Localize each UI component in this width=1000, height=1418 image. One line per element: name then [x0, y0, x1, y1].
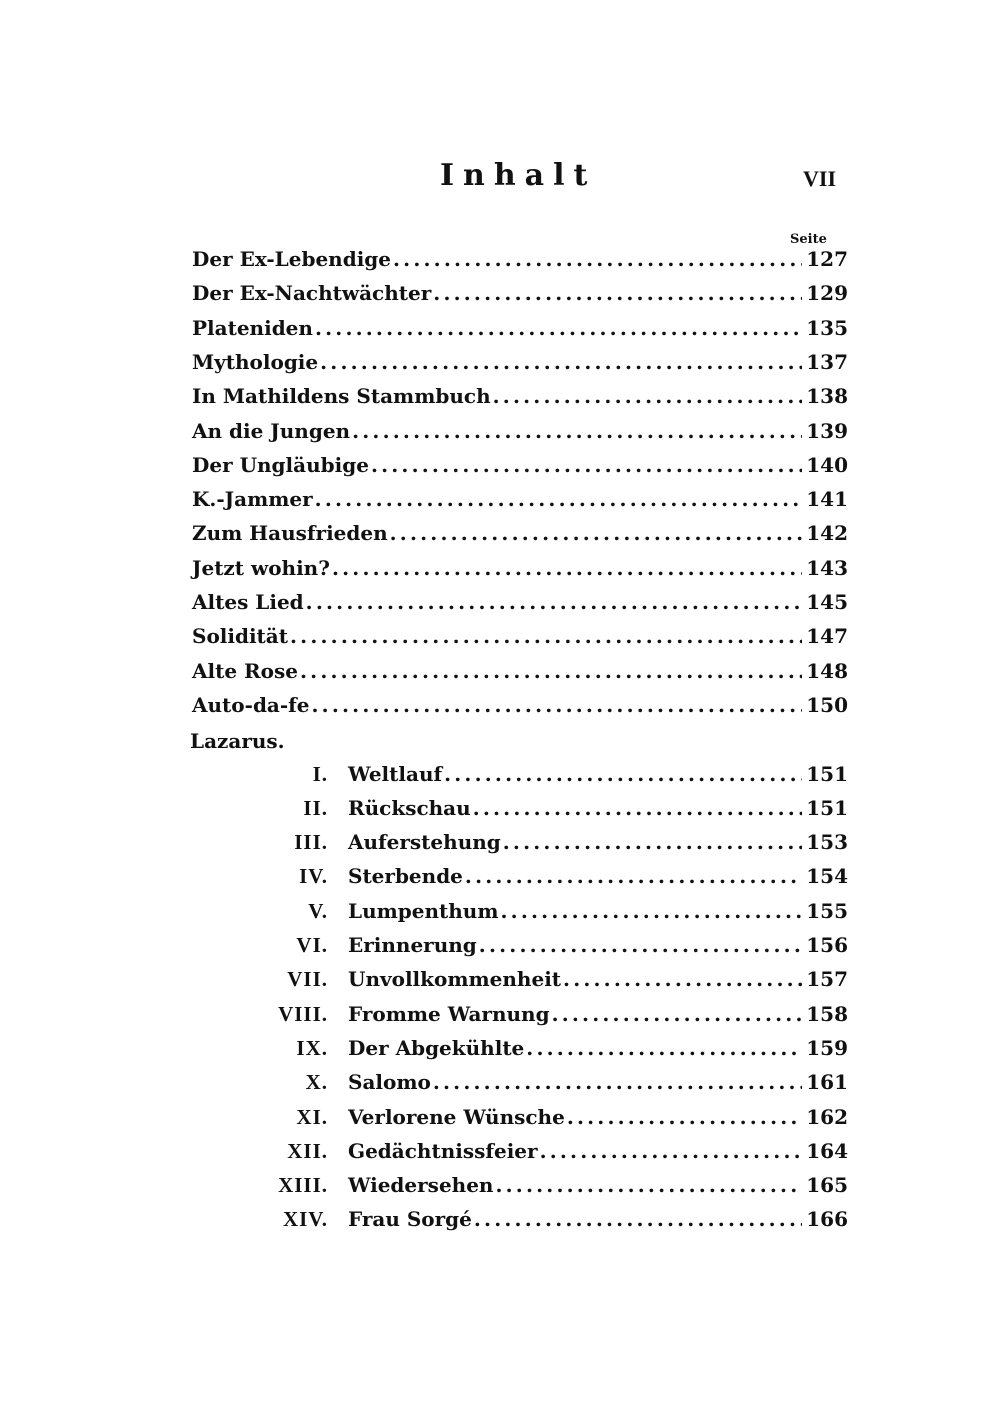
section-item-numeral: IV. [299, 864, 328, 889]
dot-leader [526, 1033, 802, 1063]
entry-title: Auto-da-fe [192, 692, 310, 717]
dot-leader [479, 930, 802, 960]
dot-leader [473, 793, 803, 823]
dot-leader [465, 861, 802, 891]
toc-entry [192, 621, 848, 651]
section-item [348, 999, 848, 1029]
entry-title: Alte Rose [192, 658, 298, 683]
page-column-label: Seite [790, 232, 827, 247]
section-item-numeral: XII. [287, 1138, 328, 1163]
dot-leader [503, 827, 802, 857]
dot-leader [563, 964, 802, 994]
entry-page-number: 159 [806, 1035, 848, 1060]
entry-page-number: 142 [806, 521, 848, 546]
toc-entry [192, 656, 848, 686]
entry-page-number: 148 [806, 658, 848, 683]
dot-leader [306, 587, 803, 617]
toc-entry [192, 244, 848, 274]
dot-leader [567, 1102, 802, 1132]
section-item-numeral: III. [294, 830, 328, 855]
entry-page-number: 145 [806, 590, 848, 614]
entry-page-number: 141 [806, 487, 848, 512]
toc-entry [192, 381, 848, 411]
entry-title: Lumpenthum [348, 898, 499, 923]
entry-title: Sterbende [348, 864, 463, 889]
entry-title: Mythologie [192, 349, 319, 374]
dot-leader [540, 1136, 803, 1166]
toc-entry [192, 313, 848, 343]
section-item-numeral: V. [308, 898, 328, 923]
entry-page-number: 155 [806, 898, 848, 923]
entry-title: Der Ex-Lebendige [192, 247, 392, 271]
dot-leader [315, 313, 802, 343]
entry-page-number: 127 [806, 247, 848, 271]
toc-entry [192, 278, 848, 308]
entry-title: Fromme Warnung [348, 1001, 550, 1026]
entry-page-number: 138 [806, 384, 848, 409]
entry-page-number: 140 [806, 452, 848, 477]
section-item [348, 861, 848, 891]
toc-entry [192, 587, 848, 617]
entry-page-number: 166 [806, 1207, 848, 1232]
dot-leader [352, 416, 802, 446]
entry-title: An die Jungen [192, 418, 351, 443]
section-item-numeral: XI. [296, 1104, 328, 1129]
entry-page-number: 162 [806, 1104, 848, 1129]
entry-page-number: 129 [806, 281, 848, 306]
dot-leader [371, 450, 802, 480]
section-item [348, 1136, 848, 1166]
section-item [348, 1170, 848, 1200]
section-item-numeral: VII. [287, 967, 328, 992]
entry-title: K.-Jammer [192, 487, 313, 512]
section-item [348, 827, 848, 857]
entry-page-number: 157 [806, 967, 848, 992]
section-item [348, 930, 848, 960]
section-item [348, 759, 848, 789]
section-item-numeral: XIV. [282, 1207, 328, 1232]
toc-entry [192, 518, 848, 548]
entry-title: Der Ex-Nachtwächter [192, 281, 432, 306]
entry-title: Salomo [348, 1070, 431, 1095]
toc-entry [192, 416, 848, 446]
section-item-numeral: VIII. [278, 1001, 328, 1026]
section-item-numeral: XIII. [278, 1173, 328, 1198]
entry-page-number: 135 [806, 315, 848, 340]
entry-title: Wiedersehen [348, 1173, 494, 1198]
page-number: VII [803, 166, 837, 191]
dot-leader [493, 381, 803, 411]
entry-title: Solidität [192, 624, 288, 649]
entry-page-number: 151 [806, 795, 848, 820]
section-item [348, 896, 848, 926]
section-item-numeral: II. [303, 795, 328, 820]
entry-title: In Mathildens Stammbuch [192, 384, 491, 409]
entry-page-number: 158 [806, 1001, 848, 1026]
entry-page-number: 143 [806, 555, 848, 580]
dot-leader [312, 690, 803, 720]
section-item-numeral: I. [312, 761, 328, 786]
entry-title: Der Ungläubige [192, 452, 369, 477]
entry-page-number: 165 [806, 1173, 848, 1198]
entry-title: Weltlauf [348, 761, 443, 786]
section-item [348, 1067, 848, 1097]
dot-leader [501, 896, 803, 926]
entry-page-number: 161 [806, 1070, 848, 1095]
section-item-numeral: X. [305, 1070, 328, 1095]
section-item-numeral: VI. [296, 933, 328, 957]
entry-title: Altes Lied [192, 590, 304, 614]
dot-leader [290, 621, 802, 651]
entry-title: Verlorene Wünsche [348, 1104, 565, 1129]
dot-leader [393, 244, 802, 274]
entry-page-number: 154 [806, 864, 848, 889]
section-item [348, 1204, 848, 1234]
dot-leader [315, 484, 803, 514]
dot-leader [320, 347, 802, 377]
entry-page-number: 151 [806, 761, 848, 786]
entry-page-number: 147 [806, 624, 848, 649]
dot-leader [495, 1170, 802, 1200]
entry-title: Plateniden [192, 315, 313, 340]
dot-leader [300, 656, 802, 686]
entry-title: Gedächtnissfeier [348, 1138, 538, 1163]
dot-leader [332, 553, 802, 583]
section-item-numeral: IX. [296, 1035, 328, 1060]
toc-entry [192, 484, 848, 514]
toc-entry [192, 690, 848, 720]
dot-leader [390, 518, 803, 548]
entry-title: Rückschau [348, 795, 471, 820]
section-title: Lazarus. [190, 729, 285, 753]
entry-title: Frau Sorgé [348, 1207, 472, 1232]
entry-title: Zum Hausfrieden [192, 521, 388, 546]
dot-leader [474, 1204, 802, 1234]
toc-entry [192, 347, 848, 377]
entry-title: Unvollkommenheit [348, 967, 562, 992]
entry-page-number: 139 [806, 418, 848, 443]
entry-title: Auferstehung [348, 830, 501, 855]
entry-page-number: 164 [806, 1138, 848, 1163]
toc-entry [192, 450, 848, 480]
section-item [348, 1033, 848, 1063]
toc-entry [192, 553, 848, 583]
section-item [348, 793, 848, 823]
entry-page-number: 156 [806, 933, 848, 957]
entry-title: Jetzt wohin? [192, 555, 330, 580]
dot-leader [433, 278, 802, 308]
section-item [348, 964, 848, 994]
entry-page-number: 137 [806, 349, 848, 374]
section-item [348, 1102, 848, 1132]
dot-leader [433, 1067, 802, 1097]
dot-leader [444, 759, 802, 789]
page-title: Inhalt [440, 158, 597, 193]
entry-page-number: 153 [806, 830, 848, 855]
entry-page-number: 150 [806, 692, 848, 717]
entry-title: Erinnerung [348, 933, 477, 957]
dot-leader [552, 999, 803, 1029]
entry-title: Der Abgekühlte [348, 1035, 525, 1060]
